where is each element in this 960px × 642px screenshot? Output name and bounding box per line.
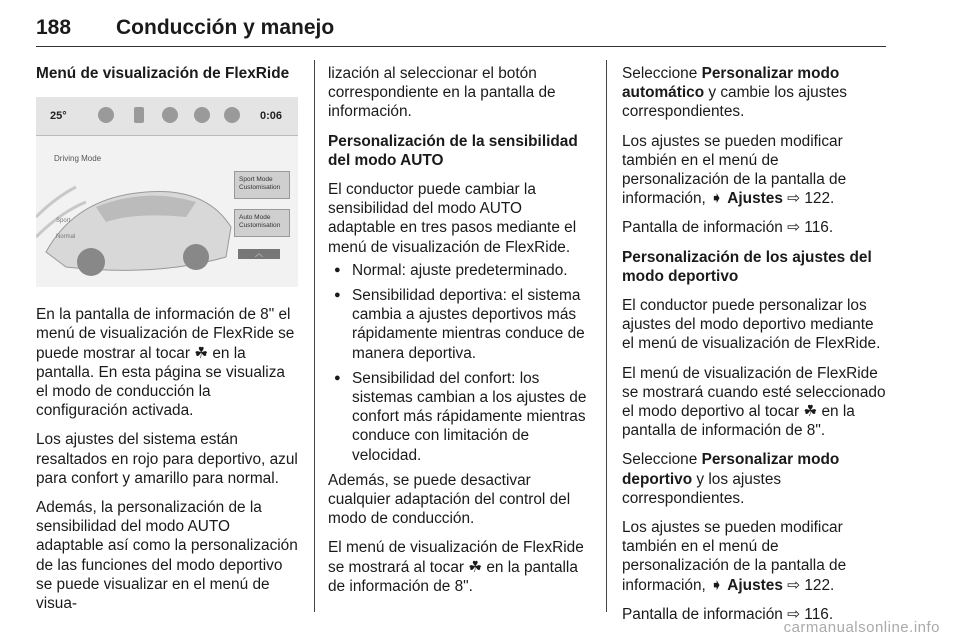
text: Los ajustes se pueden modificar también en el menú de personalización de la pantalla de información, ➧	[622, 132, 847, 208]
ui-term: Personalizar modo deportivo	[622, 451, 840, 488]
paragraph	[622, 518, 886, 595]
text: Seleccione	[622, 65, 702, 82]
paragraph	[622, 64, 886, 122]
paragraph: Pantalla de información ⇨ 116.	[622, 219, 834, 237]
paragraph: Pantalla de información ⇨ 116.	[622, 605, 834, 623]
page-reference: ⇨ 122.	[782, 576, 835, 594]
paragraph: lización al seleccionar el botón correspondiente en la pantalla de información.	[328, 65, 556, 121]
page-reference: ⇨ 122.	[782, 190, 835, 208]
paragraph: El menú de visualización de FlexRide se mostrará cuando esté seleccionado el modo deportivo al tocar ☘ en la pantalla de información de 8".	[622, 364, 886, 440]
text: y cambie los ajustes correspondientes.	[622, 84, 847, 121]
disc-icon	[162, 107, 178, 123]
paragraph: El menú de visualización de FlexRide se mostrará al tocar ☘ en la pantalla de información de 8".	[328, 539, 584, 595]
column-3	[622, 64, 886, 634]
text: Los ajustes se pueden modificar también en el menú de personalización de la pantalla de información, ➧	[622, 519, 847, 594]
list-item: ● Normal: ajuste predeterminado.	[328, 261, 590, 280]
sport-mode-customisation-button[interactable]: Sport Mode Customisation	[234, 171, 290, 199]
list-item: ● Sensibilidad deportiva: el sistema cambia a ajustes deportivos más rápidamente mientras conduce de manera deportiva.	[328, 286, 590, 363]
chapter-title: Conducción y manejo	[116, 16, 335, 39]
normal-zone-label: Normal	[56, 234, 76, 240]
collapse-button[interactable]	[238, 249, 280, 259]
column-divider	[606, 60, 607, 612]
list-item: ● Sensibilidad del confort: los sistemas cambian a los ajustes de confort más rápidamente mientras conduce con limitación de velocidad.	[328, 369, 590, 465]
clock-readout: 0:06	[259, 110, 282, 123]
section-heading-sport-settings: Personalización de los ajustes del modo deportivo	[622, 248, 872, 285]
music-icon	[98, 107, 114, 123]
sensitivity-list	[328, 261, 590, 465]
paragraph: El conductor puede personalizar los ajustes del modo deportivo mediante el menú de visualización de FlexRide.	[622, 297, 881, 353]
section-heading-auto-sensitivity: Personalización de la sensibilidad del modo AUTO	[328, 132, 578, 169]
paragraph: Además, se puede desactivar cualquier adaptación del control del modo de conducción.	[328, 471, 571, 528]
paragraph	[622, 450, 886, 508]
column-2	[328, 64, 590, 606]
header-divider	[36, 46, 886, 47]
flexride-icon	[224, 107, 240, 123]
auto-mode-customisation-button[interactable]: Auto Mode Customisation	[234, 209, 290, 237]
text: Seleccione	[622, 451, 702, 469]
screen-top-bar	[36, 97, 298, 136]
section-heading-flexride-menu: Menú de visualización de FlexRide	[36, 65, 290, 82]
flexride-screen-figure	[36, 97, 298, 287]
column-divider	[314, 60, 315, 612]
watermark: carmanualsonline.info	[783, 619, 940, 636]
paragraph: El conductor puede cambiar la sensibilidad del modo AUTO adaptable en tres pasos mediante el menú de visualización de FlexRide.	[328, 181, 577, 256]
paragraph	[622, 132, 886, 209]
sport-zone-label: Sport	[56, 218, 71, 224]
ui-term: Ajustes	[727, 576, 783, 594]
ui-term: Personalizar modo automático	[622, 65, 840, 102]
column-1	[36, 64, 298, 623]
settings-icon	[194, 107, 210, 123]
paragraph: En la pantalla de información de 8" el menú de visualización de FlexRide se puede mostrar al tocar ☘ en la pantalla. En esta página se visualiza el modo de conducción la configuración activada.	[36, 306, 295, 420]
chevron-up-icon: ︿	[255, 249, 263, 259]
text: y los ajustes correspondientes.	[622, 470, 782, 507]
page-header	[36, 16, 886, 46]
phone-icon	[134, 107, 144, 123]
page-number: 188	[36, 16, 72, 39]
paragraph: Además, la personalización de la sensibilidad del modo AUTO adaptable así como la personalización de las funciones del modo deportivo se puede visualizar en el menú de visua-	[36, 499, 298, 613]
driving-mode-label: Driving Mode	[54, 154, 102, 164]
ui-term: Ajustes	[727, 190, 783, 208]
temperature-readout: 25°	[50, 110, 67, 123]
paragraph: Los ajustes del sistema están resaltados en rojo para deportivo, azul para confort y amarillo para normal.	[36, 431, 298, 487]
